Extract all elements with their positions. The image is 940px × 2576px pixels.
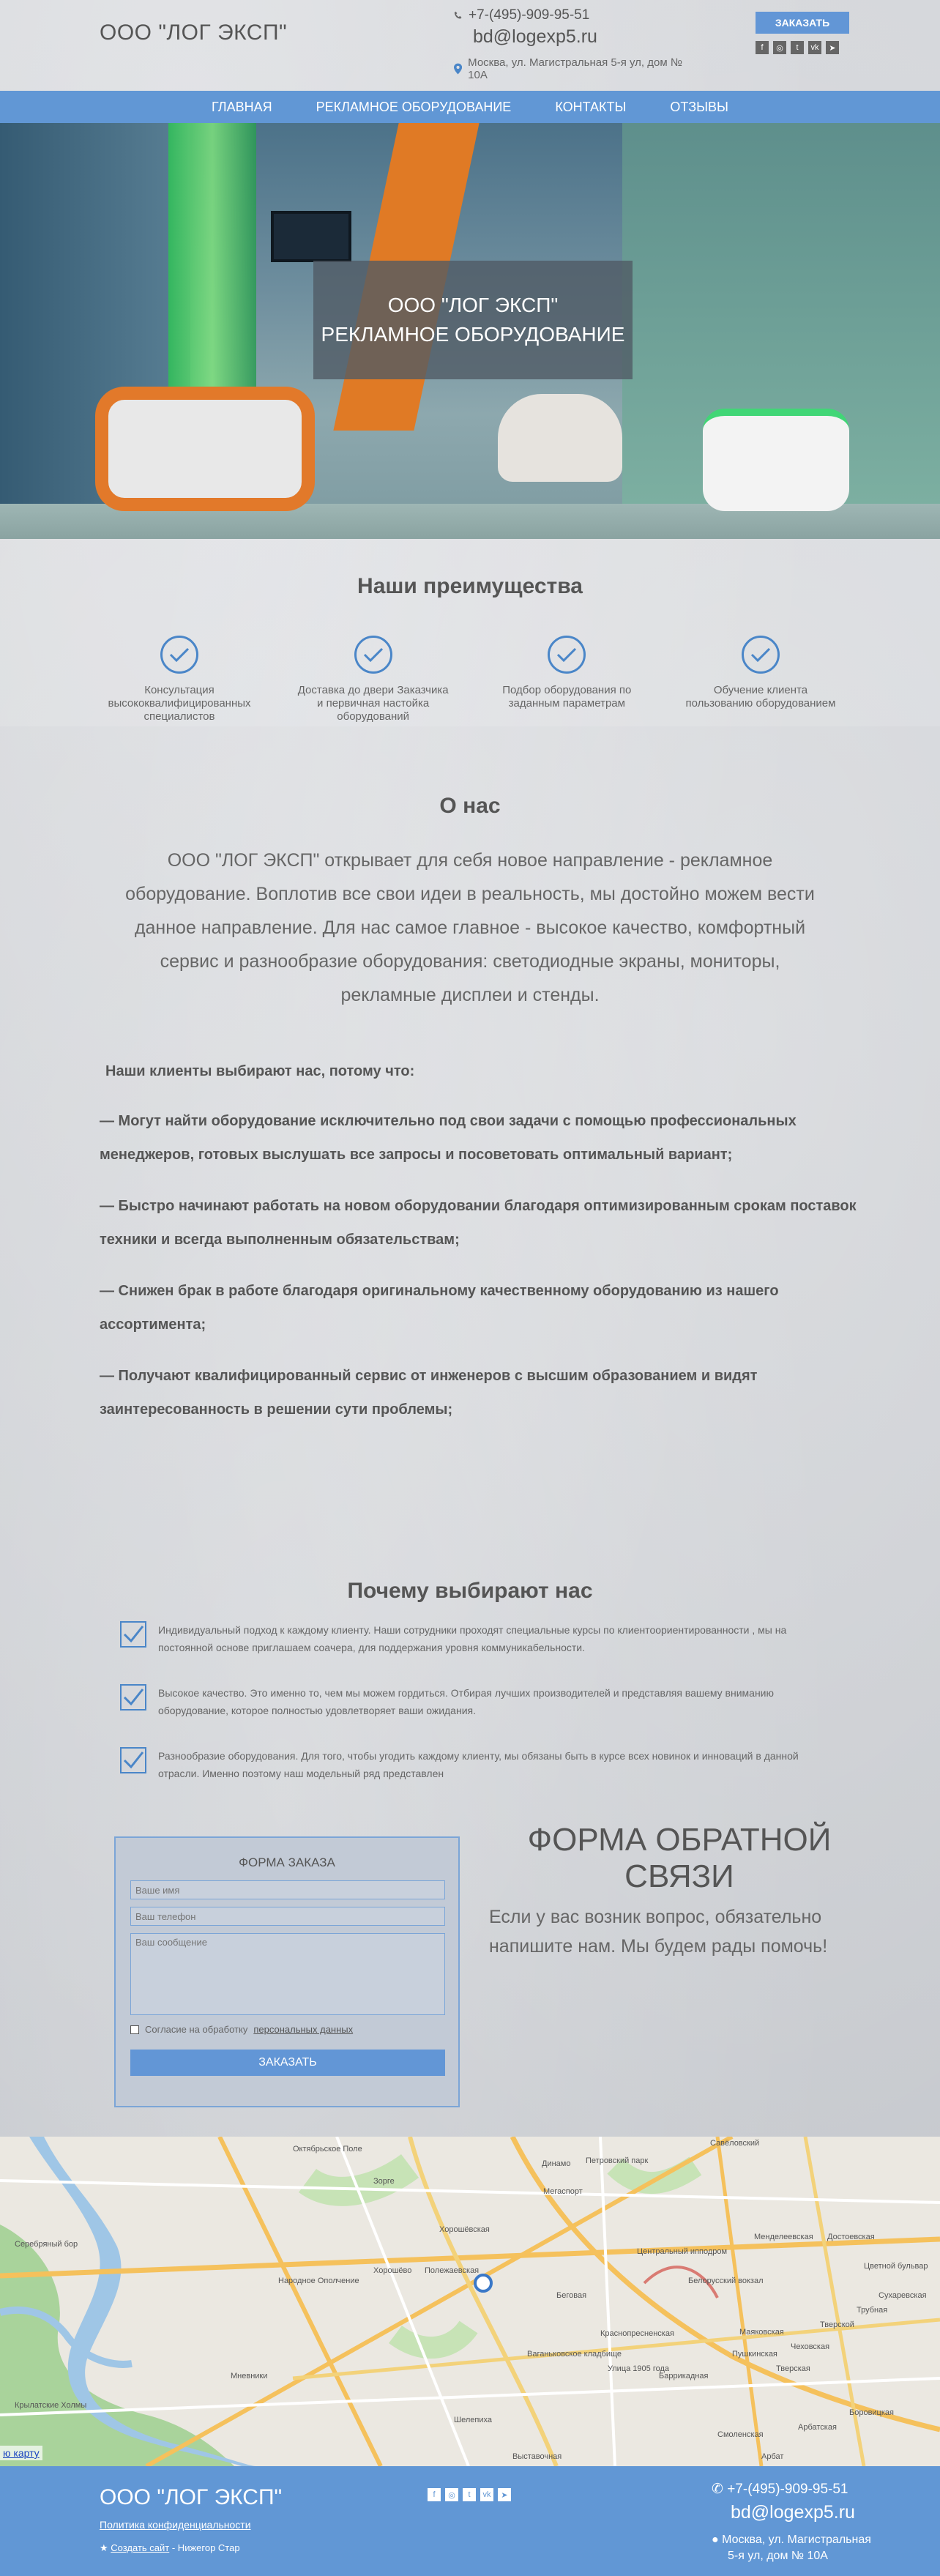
header-order-button[interactable]: ЗАКАЗАТЬ	[756, 12, 849, 34]
advantage-text: Подбор оборудования по заданным параметрам	[502, 684, 632, 710]
map-label: Маяковская	[739, 2328, 784, 2337]
nav-item-home[interactable]: ГЛАВНАЯ	[212, 99, 272, 114]
order-form-title: ФОРМА ЗАКАЗА	[239, 1855, 335, 1869]
clients-reason: — Получают квалифицированный сервис от инженеров с высшим образованием и видят заинтересованность в решении сути проблемы;	[100, 1368, 758, 1418]
name-input[interactable]	[130, 1880, 445, 1899]
why-title: Почему выбирают нас	[347, 1579, 593, 1603]
map-label: Октябрьское Поле	[293, 2145, 362, 2154]
clients-reasons	[100, 1054, 861, 1444]
order-form	[114, 1836, 460, 2107]
instagram-icon[interactable]: ◎	[773, 41, 786, 54]
facebook-icon[interactable]: f	[428, 2488, 441, 2501]
map-label: Шелепиха	[454, 2416, 492, 2424]
checkbox-check-icon	[120, 1621, 146, 1648]
checkbox-check-icon	[120, 1684, 146, 1710]
map-label: Смоленская	[717, 2430, 764, 2439]
advantage-item	[102, 636, 256, 723]
map-label: Боровицкая	[849, 2408, 894, 2417]
hero-title: ООО "ЛОГ ЭКСП"	[387, 294, 559, 316]
message-textarea[interactable]	[130, 1933, 445, 2015]
why-item	[120, 1684, 838, 1719]
twitter-icon[interactable]: t	[463, 2488, 476, 2501]
map-label: Мегаспорт	[543, 2187, 583, 2196]
advantage-text: Доставка до двери Заказчика и первичная настойка оборудований	[297, 684, 449, 723]
consent-row	[130, 2024, 444, 2035]
map-label: Хорошёво	[373, 2266, 412, 2275]
open-map-link[interactable]: ю карту	[0, 2446, 42, 2460]
map-label: Цветной бульвар	[864, 2262, 928, 2271]
header-email[interactable]: bd@logexp5.ru	[473, 26, 597, 47]
feedback-block	[489, 1822, 870, 1961]
map-label: Менделеевская	[754, 2233, 813, 2241]
clients-heading: Наши клиенты выбирают нас, потому что:	[105, 1063, 415, 1079]
consent-label: Согласие на обработку	[145, 2024, 248, 2035]
map-label: Полежаевская	[425, 2266, 480, 2275]
map-label: Мневники	[231, 2372, 268, 2380]
why-text: Высокое качество. Это именно то, чем мы можем гордиться. Отбирая лучших производителей и представляя вашему вниманию оборудование, которое полностью удовлетворяет ваши ожидания.	[158, 1687, 774, 1716]
map-label: Петровский парк	[586, 2156, 649, 2165]
footer-socials	[428, 2488, 511, 2501]
phone-input[interactable]	[130, 1907, 445, 1926]
personal-data-link[interactable]: персональных данных	[253, 2024, 354, 2035]
feedback-heading: ФОРМА ОБРАТНОЙ СВЯЗИ	[527, 1822, 832, 1894]
footer-phone-text: +7-(495)-909-95-51	[727, 2482, 848, 2497]
map-label: Тверской	[820, 2320, 854, 2329]
consent-checkbox[interactable]	[130, 2025, 139, 2034]
clients-reason: — Могут найти оборудование исключительно под свои задачи с помощью профессиональных менеджеров, готовых выслушать все запросы и посоветовать оптимальный вариант;	[100, 1113, 797, 1163]
hero-image-tv	[271, 211, 351, 262]
location-map[interactable]	[0, 2137, 940, 2466]
check-circle-icon	[548, 636, 586, 674]
advantages-title: Наши преимущества	[357, 574, 583, 598]
feedback-text: Если у вас возник вопрос, обязательно напишите нам. Мы будем рады помочь!	[489, 1907, 828, 1957]
header-socials	[756, 41, 839, 54]
header-address: Москва, ул. Магистральная 5-я ул, дом № 10А	[468, 56, 682, 81]
advantage-item	[296, 636, 450, 723]
footer-contacts	[712, 2481, 917, 2564]
header-contacts	[454, 7, 688, 81]
phone-icon	[454, 10, 463, 21]
telegram-icon[interactable]: ➤	[826, 41, 839, 54]
map-label: Пушкинская	[732, 2350, 777, 2359]
clients-reason: — Снижен брак в работе благодаря оригинальному качественному оборудованию из нашего ассортимента;	[100, 1283, 779, 1333]
map-label: Улица 1905 года	[608, 2364, 669, 2373]
hero-image-chair	[498, 394, 622, 482]
site-footer	[0, 2466, 940, 2576]
map-label: Народное Ополчение	[278, 2277, 359, 2285]
header-phone[interactable]: +7-(495)-909-95-51	[469, 7, 590, 23]
location-pin-icon: ●	[712, 2534, 719, 2546]
map-label: Зорге	[373, 2177, 395, 2186]
hero-banner	[0, 123, 940, 539]
why-text: Индивидуальный подход к каждому клиенту. Наши сотрудники проходят специальные курсы по клиентоориентированности , мы на постоянной основе приглашаем coaчера, для поддержания уровня коммуникабельности.	[158, 1624, 787, 1653]
map-label: Трубная	[857, 2306, 888, 2315]
nav-item-contacts[interactable]: КОНТАКТЫ	[555, 99, 627, 114]
about-title: О нас	[439, 794, 501, 818]
map-label: Беговая	[556, 2291, 587, 2300]
check-circle-icon	[354, 636, 392, 674]
advantage-text: Консультация высококвалифицированных специалистов	[108, 684, 251, 723]
why-text: Разнообразие оборудования. Для того, чтобы угодить каждому клиенту, мы обязаны быть в курсе всех новинок и инноваций в данной отрасли. Именно поэтому наш модельный ряд представлен	[158, 1750, 799, 1779]
map-label: Динамо	[542, 2159, 571, 2168]
map-label: Серебряный бор	[15, 2240, 78, 2249]
map-label: Чеховская	[791, 2342, 830, 2351]
hero-subtitle: РЕКЛАМНОЕ ОБОРУДОВАНИЕ	[321, 323, 625, 346]
footer-address-line: Москва, ул. Магистральная	[722, 2534, 871, 2546]
why-item	[120, 1621, 838, 1656]
map-label: Савёловский	[710, 2139, 760, 2148]
check-circle-icon	[742, 636, 780, 674]
footer-address	[712, 2532, 917, 2564]
telegram-icon[interactable]: ➤	[498, 2488, 511, 2501]
site-logo[interactable]: ООО "ЛОГ ЭКСП"	[100, 21, 288, 45]
vk-icon[interactable]: vk	[808, 41, 821, 54]
nav-item-reviews[interactable]: ОТЗЫВЫ	[670, 99, 728, 114]
order-submit-button[interactable]: ЗАКАЗАТЬ	[130, 2050, 445, 2076]
hero-image-desk	[95, 387, 315, 511]
check-circle-icon	[160, 636, 198, 674]
map-label: Выставочная	[512, 2452, 562, 2461]
map-label: Достоевская	[827, 2233, 875, 2241]
map-label: Сухаревская	[879, 2291, 927, 2300]
main-nav	[0, 91, 940, 123]
map-label: Крылатские Холмы	[15, 2401, 87, 2410]
about-text: ООО "ЛОГ ЭКСП" открывает для себя новое направление - рекламное оборудование. Воплотив все свои идеи в реальность, мы достойно можем вести данное направление. Для нас самое главное - высокое качество, комфортный сервис и разнообразие оборудования: светодиодные экраны, мониторы, рекламные дисплеи и стенды.	[125, 850, 815, 1005]
checkbox-check-icon	[120, 1747, 146, 1773]
advantage-item	[490, 636, 644, 723]
map-label: Арбат	[761, 2452, 784, 2461]
location-pin-icon	[454, 63, 462, 75]
map-label: Краснопресненская	[600, 2329, 674, 2338]
site-header	[0, 0, 940, 91]
hero-image-round-desk	[703, 409, 849, 511]
twitter-icon[interactable]: t	[791, 41, 804, 54]
footer-phone[interactable]: ✆ +7-(495)-909-95-51	[712, 2482, 848, 2497]
clients-reason: — Быстро начинают работать на новом оборудовании благодаря оптимизированным срокам поставок техники и всегда выполненным обязательствам;	[100, 1198, 857, 1248]
facebook-icon[interactable]: f	[756, 41, 769, 54]
privacy-policy-link[interactable]: Политика конфиденциальности	[100, 2519, 251, 2531]
hero-caption	[313, 261, 633, 379]
why-item	[120, 1747, 838, 1782]
map-label: Центральный ипподром	[637, 2247, 728, 2256]
footer-email[interactable]: bd@logexp5.ru	[731, 2502, 855, 2523]
advantages-section	[0, 539, 940, 726]
advantage-text: Обучение клиента пользованию оборудованием	[685, 684, 836, 710]
star-icon: ★	[100, 2542, 108, 2553]
about-section	[0, 726, 940, 1456]
advantage-item	[684, 636, 838, 723]
instagram-icon[interactable]: ◎	[445, 2488, 458, 2501]
site-credit	[100, 2542, 240, 2554]
map-label: Тверская	[776, 2364, 810, 2373]
map-canvas[interactable]	[0, 2137, 940, 2466]
vk-icon[interactable]: vk	[480, 2488, 493, 2501]
map-label: Арбатская	[798, 2423, 837, 2432]
map-label: Баррикадная	[659, 2372, 709, 2380]
nav-item-equipment[interactable]: РЕКЛАМНОЕ ОБОРУДОВАНИЕ	[316, 99, 512, 114]
map-marker-icon[interactable]	[475, 2275, 491, 2291]
map-label: Белорусский вокзал	[688, 2277, 764, 2285]
create-site-link[interactable]: Создать сайт	[111, 2542, 170, 2553]
footer-address-line: 5-я ул, дом № 10А	[728, 2550, 828, 2562]
map-label: Хорошёвская	[439, 2225, 490, 2234]
footer-logo[interactable]: ООО "ЛОГ ЭКСП"	[100, 2485, 283, 2509]
why-list	[120, 1621, 838, 1810]
map-label: Ваганьковское кладбище	[527, 2350, 622, 2359]
credit-suffix: - Нижегор Стар	[169, 2542, 240, 2553]
